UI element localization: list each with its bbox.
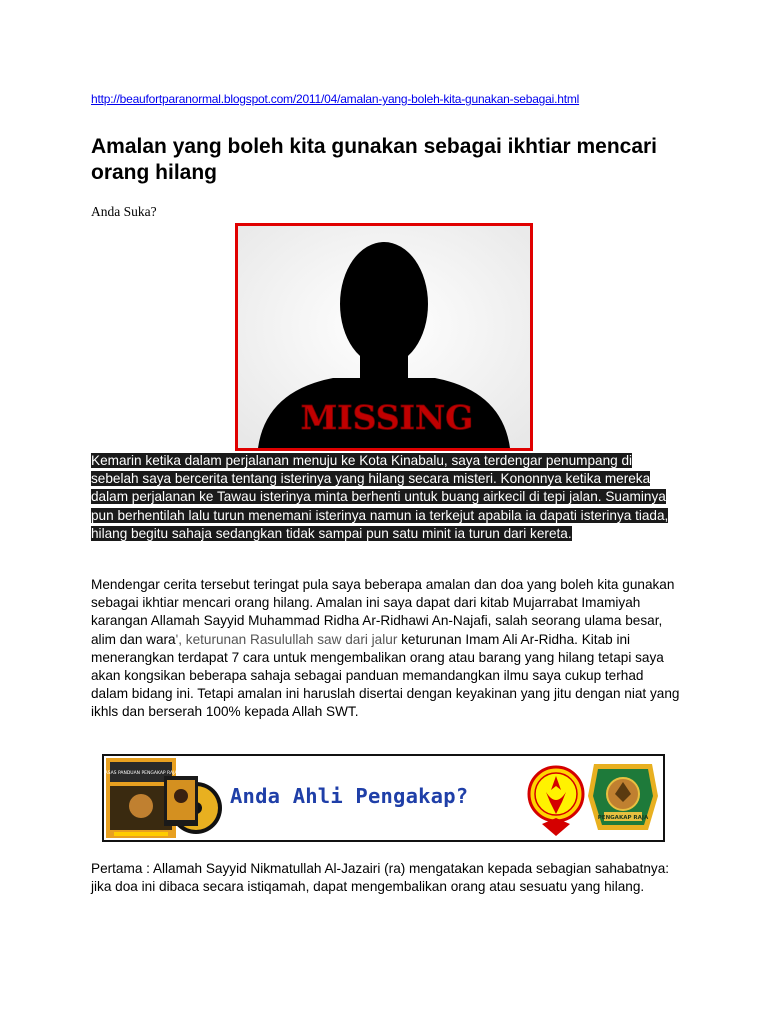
banner-logos	[524, 756, 664, 840]
missing-person-image	[235, 223, 533, 451]
body-paragraph-1: Mendengar cerita tersebut teringat pula saya beberapa amalan dan doa yang boleh kita gunakan sebagai ikhtiar mencari orang hilang. Amalan ini saya dapat dari kitab Mujarrabat Imamiyah karangan Allamah Sayyid Muhammad Ridha Ar-Ridhawi An-Najafi, salah seorang ulama besar, alim dan wara', keturunan Rasulullah saw dari jalur keturunan Imam Ali Ar-Ridha. Kitab ini menerangkan terdapat 7 cara untuk mengembalikan orang atau barang yang hilang tetapi saya akan kongsikan beberapa sahaja sebagai panduan memandangkan ilmu saya cukup terhad dalam bidang ini. Tetapi amalan ini haruslah disertai dengan keyakinan yang jitu dengan niat yang ikhls dan berserah 100% kepada Allah SWT.	[91, 577, 680, 720]
highlighted-paragraph: Kemarin ketika dalam perjalanan menuju ke Kota Kinabalu, saya terdengar penumpang di sebelah saya bercerita tentang isterinya yang hilang secara misteri. Kononnya ketika mereka dalam perjalanan ke Tawau isterinya minta berhenti untuk buang airkecil di tepi jalan. Suaminya pun berhentilah lalu turun menemani isterinya namun ia terkejut apabila ia dapati isterinya tiada, hilang begitu sahaja sedangkan tidak sampai pun satu minit ia turun dari kereta.	[91, 453, 669, 541]
svg-text:ASAS PANDUAN PENGAKAP RAJA: ASAS PANDUAN PENGAKAP RAJA	[104, 771, 178, 776]
body-paragraph-2: Pertama : Allamah Sayyid Nikmatullah Al-Jazairi (ra) mengatakan kepada sebagian sahabatnya: jika doa ini dibaca secara istiqamah, dapat mengembalikan orang atau sesuatu yang hilang.	[91, 861, 670, 895]
scout-emblem-icon	[529, 767, 583, 836]
banner-text: Anda Ahli Pengakap?	[230, 784, 469, 808]
scout-banner[interactable]	[102, 754, 665, 842]
book-cover-image	[104, 756, 226, 840]
source-link[interactable]: http://beaufortparanormal.blogspot.com/2011/04/amalan-yang-boleh-kita-gunakan-sebagai.html	[91, 92, 580, 106]
pengakap-raja-badge-icon	[588, 764, 658, 830]
svg-text:MISSING: MISSING	[300, 398, 474, 437]
article-title: Amalan yang boleh kita gunakan sebagai ikhtiar mencari orang hilang	[91, 135, 658, 184]
like-prompt: Anda Suka?	[91, 204, 157, 219]
svg-text:PENGAKAP RAJA: PENGAKAP RAJA	[597, 815, 649, 821]
missing-stamp	[301, 398, 474, 437]
